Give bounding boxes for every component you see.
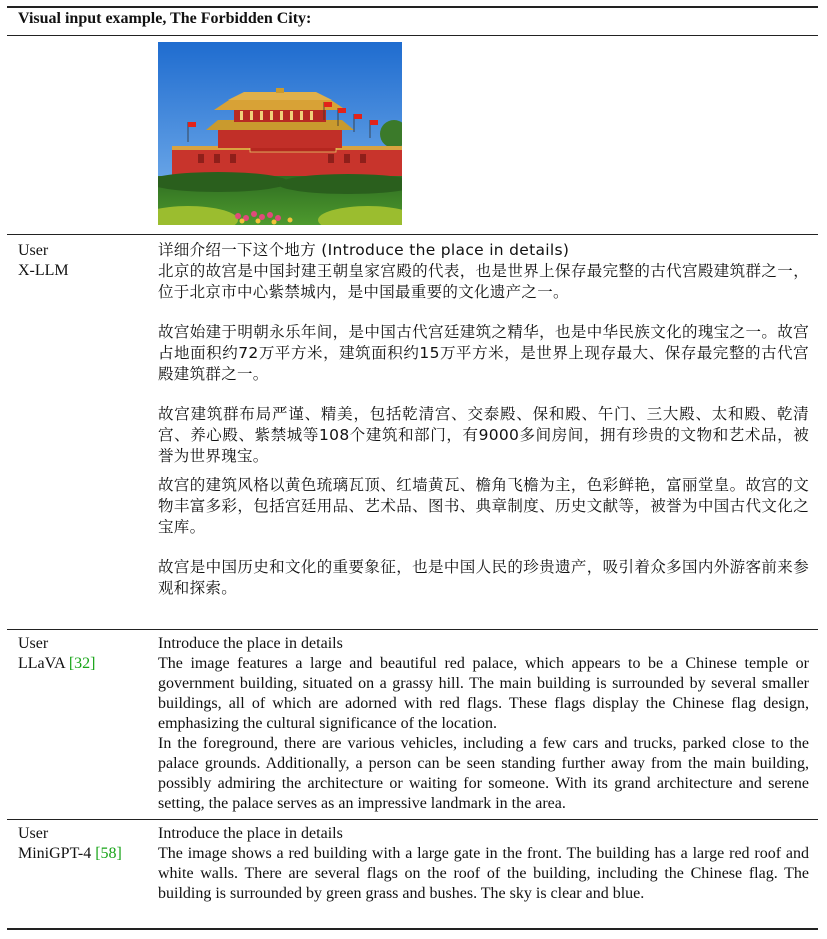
llava-response — [158, 634, 809, 814]
xllm-paragraph: 故宫建筑群布局严谨、精美，包括乾清宫、交泰殿、保和殿、午门、三大殿、太和殿、乾清宫、养心殿、紫禁城等108个建筑和部门，有9000多间房间，拥有珍贵的文物和艺术品，被誉为世界瑰宝。 — [158, 405, 809, 465]
xllm-paragraph: 故宫的建筑风格以黄色琉璃瓦顶、红墙黄瓦、檐角飞檐为主，色彩鲜艳，富丽堂皇。故宫的文物丰富多彩，包括宫廷用品、艺术品、图书、典章制度、历史文献等，被誉为中国古代文化之宝库。 — [158, 476, 809, 536]
header-rule — [7, 35, 818, 36]
llava-paragraph: In the foreground, there are various vehicles, including a few cars and trucks, parked close to the palace grounds. Additionally, a person can be seen standing further away from the main building, possibly admiring the architecture or waiting for someone. With its grand architecture and serene setting, the palace serves as an impressive landmark in the area. — [158, 735, 809, 812]
model-label: MiniGPT-4 [58] — [18, 845, 122, 862]
section-rule-3 — [7, 819, 818, 820]
table-title: Visual input example, The Forbidden City: — [18, 10, 312, 27]
user-label: User — [18, 825, 49, 842]
minigpt-roles — [18, 824, 122, 864]
xllm-paragraph: 北京的故宫是中国封建王朝皇家宫殿的代表，也是世界上保存最完整的古代宫殿建筑群之一，位于北京市中心紫禁城内，是中国最重要的文化遗产之一。 — [158, 262, 809, 301]
user-label: User — [18, 635, 49, 652]
xllm-paragraph: 故宫始建于明朝永乐年间，是中国古代宫廷建筑之精华，也是中华民族文化的瑰宝之一。故宫占地面积约72万平方米，建筑面积约15万平方米，是世界上现存最大、保存最完整的古代宫殿建筑群之一。 — [158, 323, 809, 383]
forbidden-city-photo — [158, 42, 402, 225]
bottom-rule — [7, 928, 818, 930]
citation-link[interactable]: [58] — [95, 845, 122, 862]
model-label: X-LLM — [18, 262, 69, 279]
xllm-prompt: 详细介绍一下这个地方 (Introduce the place in details) — [158, 241, 570, 259]
top-rule — [7, 6, 818, 8]
minigpt-prompt: Introduce the place in details — [158, 825, 343, 842]
forbidden-city-illustration — [158, 42, 402, 225]
minigpt-response — [158, 824, 809, 904]
llava-paragraph: The image features a large and beautiful red palace, which appears to be a Chinese temple or government building, situated on a grassy hill. The main building is surrounded by several smaller buildings, all of which are adorned with red flags. These flags display the Chinese flag design, emphasizing the cultural significance of the location. — [158, 655, 809, 732]
xllm-paragraph: 故宫是中国历史和文化的重要象征，也是中国人民的珍贵遗产，吸引着众多国内外游客前来参观和探索。 — [158, 558, 809, 597]
model-label: LLaVA [32] — [18, 655, 96, 672]
user-label: User — [18, 242, 49, 259]
section-rule-1 — [7, 234, 818, 235]
llava-prompt: Introduce the place in details — [158, 635, 343, 652]
citation-link[interactable]: [32] — [68, 655, 96, 672]
llava-roles — [18, 634, 95, 674]
section-rule-2 — [7, 629, 818, 630]
minigpt-paragraph: The image shows a red building with a large gate in the front. The building has a large red roof and white walls. There are several flags on the roof of the building, including the Chinese flag. The building is surrounded by green grass and bushes. The sky is clear and blue. — [158, 845, 809, 902]
xllm-roles — [18, 241, 69, 281]
xllm-response — [158, 240, 809, 599]
